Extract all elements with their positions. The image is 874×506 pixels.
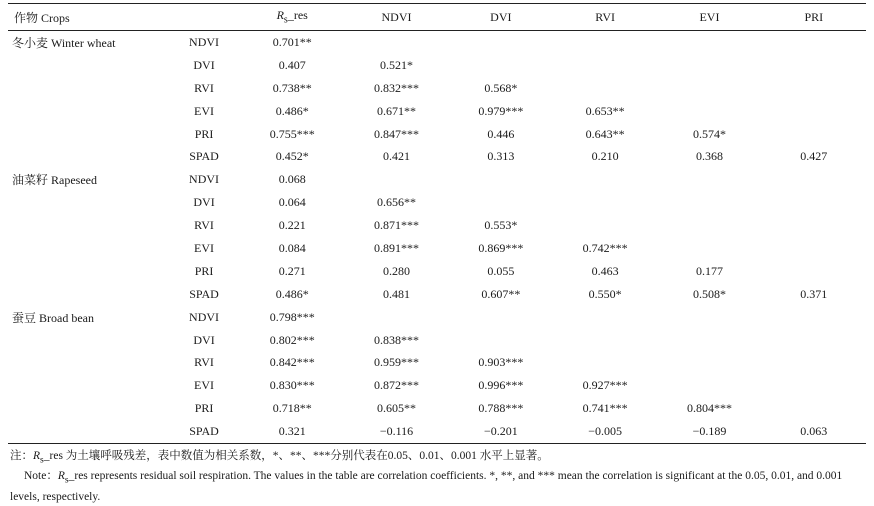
crop-name-cell: 冬小麦 Winter wheat (12, 35, 116, 50)
correlation-value-cell (449, 329, 553, 352)
table-row (8, 168, 866, 191)
index-name-cell: DVI (193, 57, 215, 72)
correlation-value-cell: 0.718** (272, 401, 312, 416)
crop-empty-cell (8, 237, 168, 260)
crop-empty-cell (8, 123, 168, 146)
rs-tail: _res (287, 8, 308, 23)
index-name-cell: SPAD (168, 420, 240, 443)
note-zh-prefix: 注： (10, 450, 33, 462)
correlation-value-cell: 0.847*** (374, 126, 420, 141)
correlation-value-cell: 0.701** (272, 34, 312, 49)
correlation-value-cell: 0.068 (278, 172, 306, 187)
crop-name-cell: 油菜籽 Rapeseed (12, 173, 97, 188)
correlation-value-cell (762, 237, 866, 260)
correlation-value-cell: 0.871*** (374, 218, 420, 233)
correlation-value-cell (553, 54, 657, 77)
table-row (8, 123, 866, 146)
correlation-value-cell: 0.313 (487, 149, 515, 164)
note-zh-sub: s (40, 454, 44, 466)
correlation-value-cell: 0.271 (278, 263, 306, 278)
correlation-value-cell: 0.064 (278, 195, 306, 210)
correlation-value-cell: −0.201 (449, 420, 553, 443)
index-name-cell: RVI (194, 355, 214, 370)
correlation-value-cell: 0.656** (377, 195, 417, 210)
correlation-value-cell: 0.738** (272, 80, 312, 95)
correlation-value-cell (762, 306, 866, 329)
correlation-value-cell (762, 100, 866, 123)
crop-column-header: 作物 Crops (8, 4, 168, 31)
correlation-value-cell (762, 31, 866, 54)
correlation-value-cell: 0.574* (692, 126, 726, 141)
correlation-value-cell: 0.321 (240, 420, 344, 443)
correlation-value-cell: 0.804*** (686, 401, 732, 416)
correlation-value-cell (762, 77, 866, 100)
correlation-value-cell (553, 351, 657, 374)
correlation-value-cell (553, 306, 657, 329)
index-name-cell: EVI (194, 378, 215, 393)
index-name-cell: EVI (194, 240, 215, 255)
correlation-value-cell: 0.481 (383, 286, 411, 301)
correlation-value-cell (762, 191, 866, 214)
table-row (8, 420, 866, 443)
correlation-value-cell (657, 100, 761, 123)
correlation-value-cell (344, 31, 448, 54)
correlation-value-cell: 0.605** (377, 401, 417, 416)
correlation-value-cell: 0.979*** (478, 103, 524, 118)
correlation-value-cell (449, 168, 553, 191)
note-en-prefix: Note： (24, 470, 58, 483)
correlation-value-cell: 0.210 (591, 149, 619, 164)
correlation-value-cell (657, 168, 761, 191)
index-name-cell: NDVI (189, 172, 220, 187)
table-row (8, 214, 866, 237)
index-name-cell: SPAD (189, 286, 219, 301)
correlation-value-cell: 0.452* (275, 149, 309, 164)
correlation-value-cell: −0.116 (344, 420, 448, 443)
rs-symbol: R (276, 8, 284, 23)
crop-empty-cell (8, 420, 168, 443)
correlation-value-cell (657, 191, 761, 214)
correlation-value-cell (449, 54, 553, 77)
correlation-value-cell (657, 237, 761, 260)
correlation-value-cell: 0.741*** (582, 401, 628, 416)
correlation-value-cell: −0.005 (553, 420, 657, 443)
evi-column-header: EVI (657, 4, 761, 31)
index-name-cell: DVI (193, 332, 215, 347)
correlation-value-cell: 0.550* (588, 286, 622, 301)
correlation-value-cell (553, 31, 657, 54)
correlation-value-cell (657, 77, 761, 100)
table-row (8, 260, 866, 283)
correlation-value-cell: 0.798*** (269, 309, 315, 324)
correlation-value-cell: 0.553* (484, 218, 518, 233)
rs-subscript: s (283, 14, 288, 26)
correlation-value-cell (553, 77, 657, 100)
correlation-value-cell: 0.063 (762, 420, 866, 443)
correlation-value-cell: 0.568* (484, 80, 518, 95)
table-row (8, 329, 866, 352)
correlation-value-cell: 0.055 (487, 263, 515, 278)
correlation-table-container (8, 3, 866, 444)
correlation-value-cell: 0.643** (585, 126, 625, 141)
correlation-value-cell: 0.959*** (374, 355, 420, 370)
correlation-value-cell: 0.177 (695, 263, 723, 278)
note-zh-text: _res 为土壤呼吸残差，表中数值为相关系数，*、**、***分别代表在0.05、0.01、0.001 水平上显著。 (43, 450, 549, 462)
correlation-value-cell: 0.407 (278, 57, 306, 72)
correlation-value-cell: 0.802*** (269, 332, 315, 347)
note-en-text: _res represents residual soil respiration. The values in the table are correlation coefficients. *, **, and *** mean the correlation is significant at the 0.05, 0.01, and 0.001 levels, respectively. (10, 470, 843, 503)
correlation-value-cell (449, 31, 553, 54)
correlation-value-cell (553, 329, 657, 352)
crop-name-cell: 蚕豆 Broad bean (12, 310, 94, 325)
correlation-value-cell: 0.427 (800, 149, 828, 164)
correlation-value-cell (762, 54, 866, 77)
index-name-cell: EVI (194, 103, 215, 118)
correlation-value-cell (344, 306, 448, 329)
correlation-value-cell: 0.368 (695, 149, 723, 164)
correlation-value-cell: 0.421 (383, 149, 411, 164)
index-name-cell: SPAD (189, 149, 219, 164)
correlation-value-cell: 0.838*** (374, 332, 420, 347)
correlation-value-cell: 0.653** (585, 103, 625, 118)
index-name-cell: PRI (194, 263, 214, 278)
crop-empty-cell (8, 351, 168, 374)
crop-empty-cell (8, 100, 168, 123)
correlation-value-cell (762, 374, 866, 397)
correlation-value-cell (553, 214, 657, 237)
correlation-value-cell (657, 306, 761, 329)
correlation-value-cell (657, 214, 761, 237)
correlation-value-cell (657, 351, 761, 374)
table-row (8, 31, 866, 54)
index-name-cell: PRI (194, 401, 214, 416)
crop-empty-cell (8, 397, 168, 420)
note-zh-r: R (33, 450, 41, 462)
crop-empty-cell (8, 54, 168, 77)
correlation-value-cell (657, 31, 761, 54)
correlation-value-cell: 0.788*** (478, 401, 524, 416)
correlation-value-cell (762, 214, 866, 237)
table-row (8, 145, 866, 168)
table-row (8, 374, 866, 397)
correlation-value-cell: 0.671** (377, 103, 417, 118)
index-name-cell: RVI (194, 80, 214, 95)
correlation-value-cell (657, 54, 761, 77)
note-chinese (10, 448, 866, 468)
note-en-r: R (57, 470, 65, 483)
table-body (8, 31, 866, 444)
crop-empty-cell (8, 214, 168, 237)
note-english (10, 468, 866, 505)
correlation-value-cell: 0.486* (275, 286, 309, 301)
crop-empty-cell (8, 329, 168, 352)
table-header (8, 4, 866, 31)
correlation-value-cell: 0.446 (487, 126, 515, 141)
pri-column-header: PRI (762, 4, 866, 31)
table-row (8, 283, 866, 306)
correlation-value-cell: −0.189 (657, 420, 761, 443)
correlation-value-cell (553, 191, 657, 214)
index-column-header (168, 4, 240, 31)
rs-res-column-header (240, 4, 344, 31)
crop-empty-cell (8, 374, 168, 397)
table-row (8, 54, 866, 77)
correlation-value-cell: 0.607** (481, 286, 521, 301)
table-row (8, 100, 866, 123)
correlation-value-cell (553, 168, 657, 191)
correlation-value-cell: 0.463 (591, 263, 619, 278)
note-en-sub: s (64, 474, 69, 486)
rvi-column-header: RVI (553, 4, 657, 31)
correlation-value-cell (762, 168, 866, 191)
table-row (8, 237, 866, 260)
correlation-value-cell (762, 351, 866, 374)
correlation-value-cell: 0.891*** (374, 240, 420, 255)
correlation-value-cell: 0.903*** (478, 355, 524, 370)
correlation-value-cell: 0.830*** (269, 378, 315, 393)
crop-empty-cell (8, 283, 168, 306)
correlation-value-cell (762, 397, 866, 420)
index-name-cell: NDVI (189, 309, 220, 324)
correlation-value-cell: 0.521* (380, 57, 414, 72)
table-row (8, 351, 866, 374)
correlation-value-cell (657, 374, 761, 397)
table-notes (10, 448, 866, 506)
correlation-value-cell (449, 191, 553, 214)
index-name-cell: NDVI (189, 34, 220, 49)
correlation-value-cell: 0.842*** (269, 355, 315, 370)
correlation-value-cell: 0.872*** (374, 378, 420, 393)
crop-empty-cell (8, 260, 168, 283)
correlation-value-cell: 0.832*** (374, 80, 420, 95)
crop-empty-cell (8, 191, 168, 214)
table-row (8, 77, 866, 100)
correlation-value-cell (762, 123, 866, 146)
correlation-value-cell: 0.927*** (582, 378, 628, 393)
index-name-cell: PRI (194, 126, 214, 141)
table-row (8, 306, 866, 329)
correlation-value-cell (657, 329, 761, 352)
dvi-column-header: DVI (449, 4, 553, 31)
correlation-value-cell: 0.221 (278, 218, 306, 233)
correlation-table (8, 3, 866, 444)
correlation-value-cell: 0.084 (278, 240, 306, 255)
index-name-cell: DVI (193, 195, 215, 210)
crop-empty-cell (8, 77, 168, 100)
correlation-value-cell: 0.869*** (478, 240, 524, 255)
correlation-value-cell: 0.371 (800, 286, 828, 301)
correlation-value-cell: 0.742*** (582, 240, 628, 255)
index-name-cell: RVI (194, 218, 214, 233)
correlation-value-cell: 0.486* (275, 103, 309, 118)
correlation-value-cell (344, 168, 448, 191)
correlation-value-cell: 0.996*** (478, 378, 524, 393)
correlation-value-cell (762, 329, 866, 352)
correlation-value-cell: 0.280 (383, 263, 411, 278)
correlation-value-cell: 0.755*** (269, 126, 315, 141)
correlation-value-cell (762, 260, 866, 283)
correlation-value-cell (449, 306, 553, 329)
table-row (8, 191, 866, 214)
table-row (8, 397, 866, 420)
ndvi-column-header: NDVI (344, 4, 448, 31)
correlation-value-cell: 0.508* (692, 286, 726, 301)
crop-empty-cell (8, 145, 168, 168)
